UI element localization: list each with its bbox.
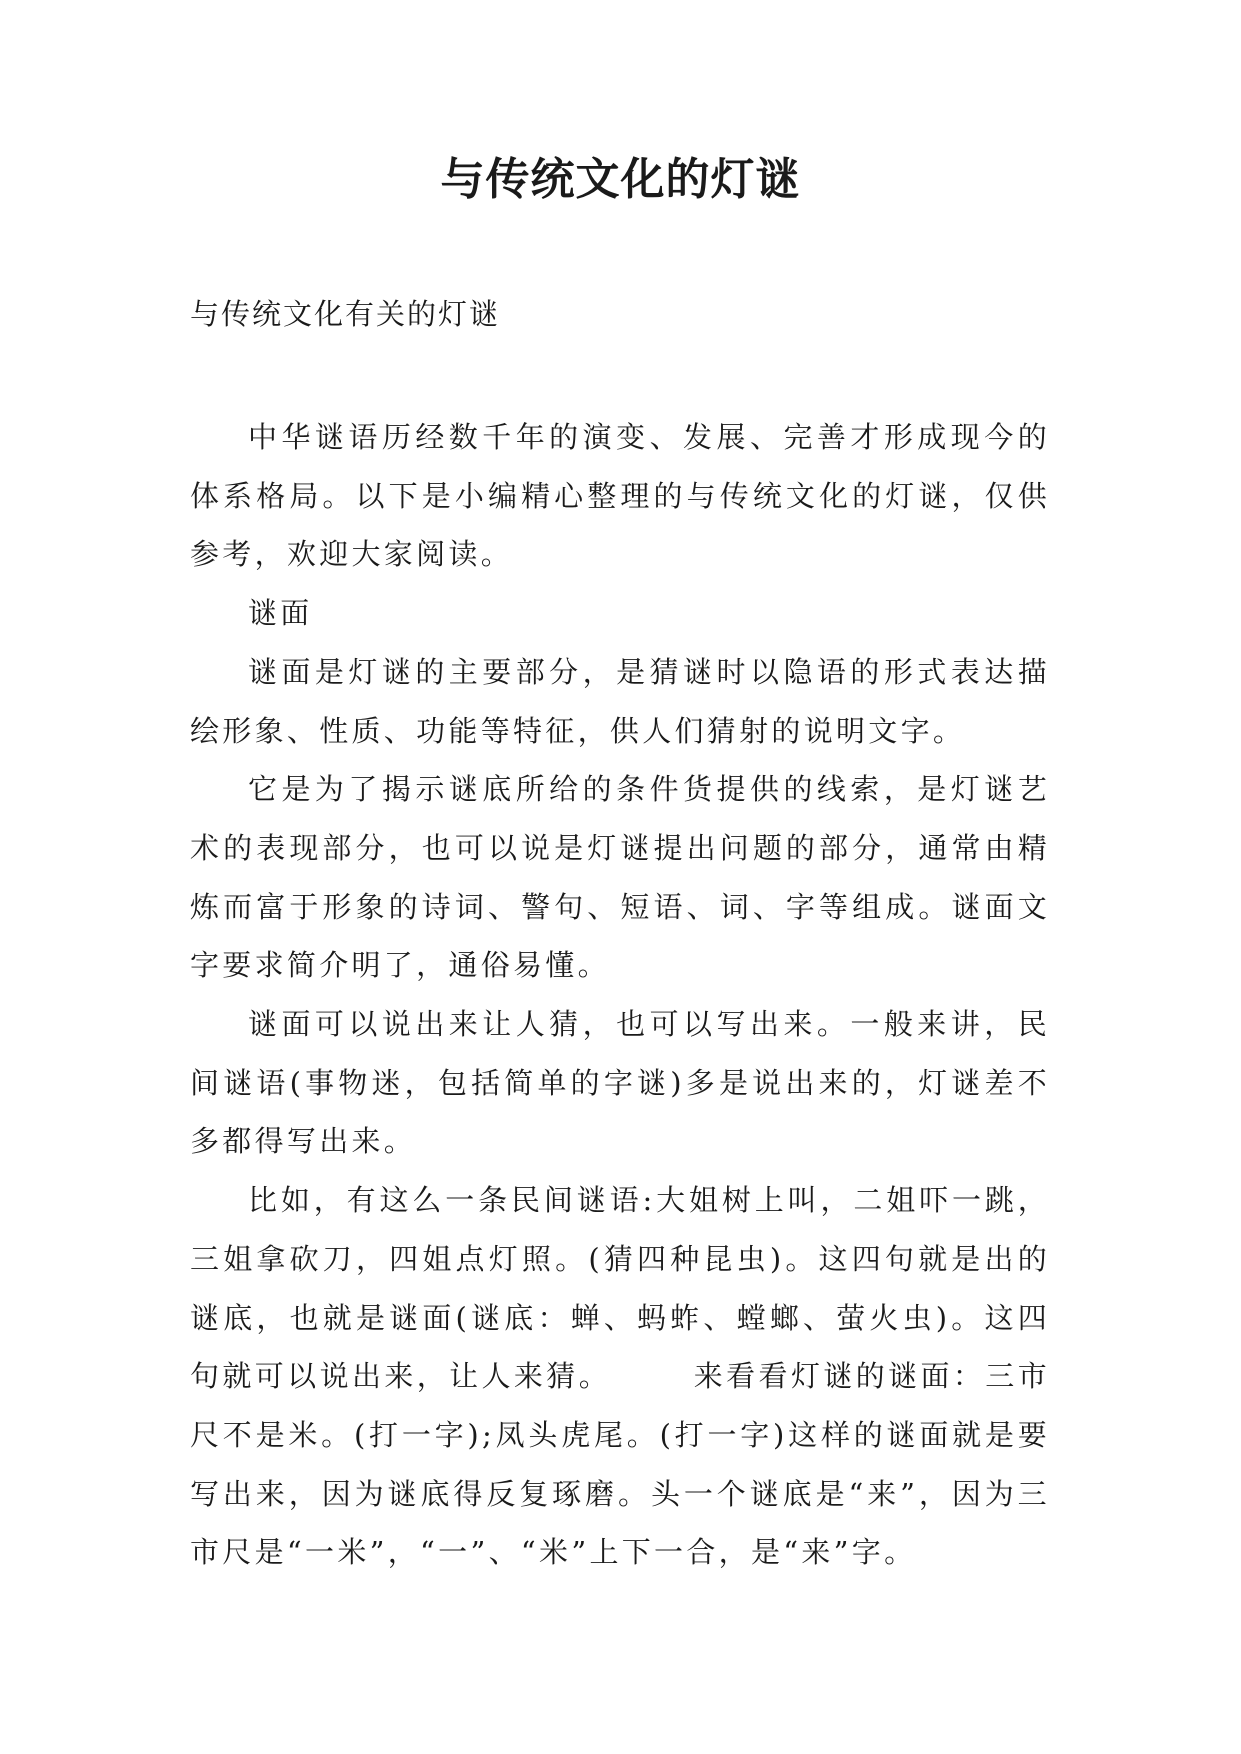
paragraph-heading-mimian: 谜面 [248,596,313,631]
document-subtitle: 与传统文化有关的灯谜 [190,297,501,331]
paragraph-purpose: 它是为了揭示谜底所给的条件货提供的线索，是灯谜艺术的表现部分，也可以说是灯谜提出问题的部分，通常由精炼而富于形象的诗词、警句、短语、词、字等组成。谜面文字要求简介明了，通俗易懂。 [190,772,1050,983]
document-title: 与传统文化的灯谜 [440,154,801,205]
paragraph-definition: 谜面是灯谜的主要部分，是猜谜时以隐语的形式表达描绘形象、性质、功能等特征，供人们猜射的说明文字。 [190,654,1050,748]
paragraph-example: 比如，有这么一条民间谜语:大姐树上叫，二姐吓一跳，三姐拿砍刀，四姐点灯照。(猜四种昆虫)。这四句就是出的谜底，也就是谜面(谜底：蝉、蚂蚱、螳螂、萤火虫)。这四句就可以说出来，让人来猜。 来看看灯谜的谜面：三市尺不是米。(打一字);凤头虎尾。(打一字)这样的谜面就是要写出来，因为谜底得反复琢磨。头一个谜底是“来”，因为三市尺是“一米”，“一”、“米”上下一合，是“来”字。 [190,1183,1050,1570]
paragraph-intro: 中华谜语历经数千年的演变、发展、完善才形成现今的体系格局。以下是小编精心整理的与传统文化的灯谜，仅供参考，欢迎大家阅读。 [190,420,1050,572]
document-body [190,408,1050,1582]
paragraph-spoken-written: 谜面可以说出来让人猜，也可以写出来。一般来讲，民间谜语(事物迷，包括简单的字谜)多是说出来的，灯谜差不多都得写出来。 [190,1007,1050,1159]
